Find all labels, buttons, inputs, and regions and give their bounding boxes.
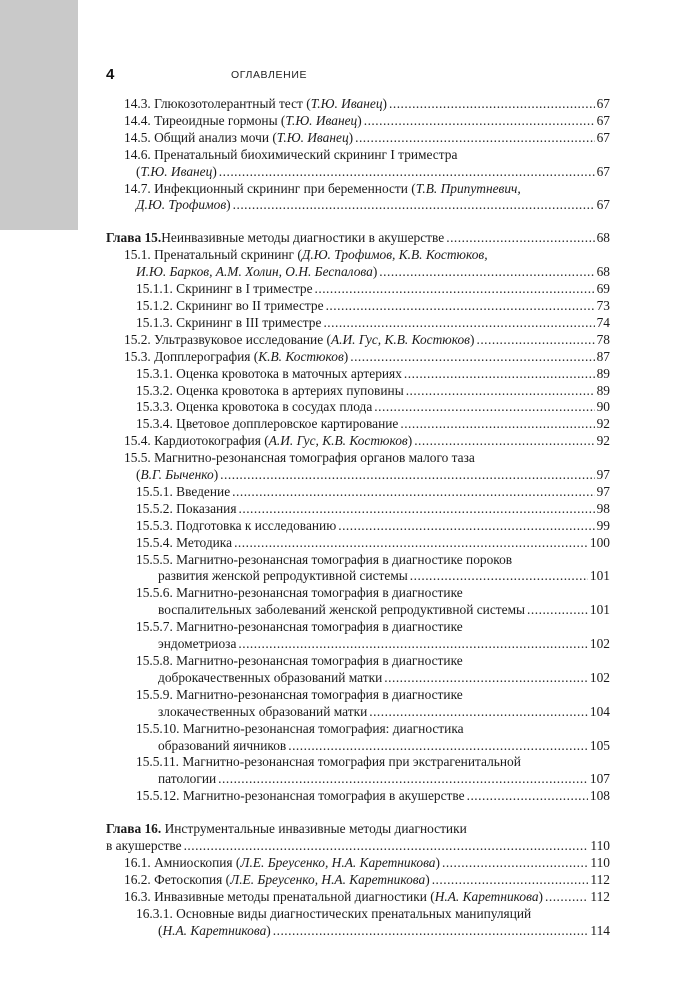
leader-dots — [379, 264, 594, 281]
toc-entry-14-6[interactable]: 14.6. Пренатальный биохимический скрининг I триместра ( Т.Ю. Иванец ) ..... 67 — [106, 147, 610, 181]
toc-entry-15-5-12[interactable]: 15.5.12. Магнитно-резонансная томография в акушерстве ..... 108 — [106, 788, 610, 805]
toc-entry-15-3[interactable]: 15.3. Допплерография ( К.В. Костюков ) ..... 87 — [106, 349, 610, 366]
toc-entry-14-4[interactable]: 14.4. Тиреоидные гормоны ( Т.Ю. Иванец ) ..... 67 — [106, 113, 610, 130]
toc-entry-15-4[interactable]: 15.4. Кардиотокография ( А.И. Гус, К.В. Костюков ) ..... 92 — [106, 433, 610, 450]
leader-dots — [384, 670, 588, 687]
toc-entry-16-3[interactable]: 16.3. Инвазивные методы пренатальной диагностики ( Н.А. Каретникова ) ..... 112 — [106, 889, 610, 906]
toc-entry-15-3-2[interactable]: 15.3.2. Оценка кровотока в артериях пуповины ..... 89 — [106, 383, 610, 400]
page-ref: 89 — [596, 382, 610, 398]
leader-dots — [545, 889, 588, 906]
leader-dots — [273, 923, 589, 940]
leader-dots — [527, 602, 588, 619]
leader-dots — [442, 855, 588, 872]
page-ref: 68 — [596, 230, 610, 246]
toc-entry-15-5-9[interactable]: 15.5.9. Магнитно-резонансная томография в диагностике злокачественных образований матки ..... 104 — [106, 687, 610, 721]
toc-entry-15-5-10[interactable]: 15.5.10. Магнитно-резонансная томография: диагностика образований яичников ..... 105 — [106, 721, 610, 755]
page-ref: 67 — [596, 197, 610, 213]
leader-dots — [315, 281, 595, 298]
page-ref: 114 — [590, 922, 610, 938]
page-ref: 68 — [596, 264, 610, 280]
page-ref: 89 — [596, 365, 610, 381]
toc-entry-15-3-1[interactable]: 15.3.1. Оценка кровотока в маточных артериях ..... 89 — [106, 366, 610, 383]
toc-entry-15-5-3[interactable]: 15.5.3. Подготовка к исследованию ..... 99 — [106, 518, 610, 535]
page-ref: 112 — [590, 871, 610, 887]
page-ref: 100 — [589, 534, 610, 550]
toc-entry-15-5-6[interactable]: 15.5.6. Магнитно-резонансная томография в диагностике воспалительных заболеваний женской репродуктивной системы ..... 101 — [106, 585, 610, 619]
toc-entry-14-7[interactable]: 14.7. Инфекционный скрининг при беременности (Т.В. Припутневич, Д.Ю. Трофимов ) ..... 67 — [106, 181, 610, 215]
page-ref: 108 — [589, 788, 610, 804]
toc-entry-15-5-2[interactable]: 15.5.2. Показания ..... 98 — [106, 501, 610, 518]
running-title: ОГЛАВЛЕНИЕ — [231, 69, 308, 81]
page-ref: 74 — [596, 314, 610, 330]
leader-dots — [414, 433, 594, 450]
leader-dots — [446, 230, 594, 247]
page-ref: 92 — [596, 433, 610, 449]
leader-dots — [364, 113, 595, 130]
page-ref: 92 — [596, 416, 610, 432]
side-margin-band — [0, 0, 78, 230]
toc-entry-15-1-2[interactable]: 15.1.2. Скрининг во II триместре ..... 73 — [106, 298, 610, 315]
page-ref: 107 — [589, 771, 610, 787]
leader-dots — [219, 164, 595, 181]
leader-dots — [233, 197, 595, 214]
leader-dots — [323, 315, 594, 332]
page-ref: 69 — [596, 281, 610, 297]
page-ref: 67 — [596, 129, 610, 145]
leader-dots — [389, 96, 595, 113]
page-ref: 102 — [589, 669, 610, 685]
leader-dots — [432, 872, 589, 889]
page-ref: 110 — [590, 854, 610, 870]
toc-entry-15-1[interactable]: 15.1. Пренатальный скрининг (Д.Ю. Трофимов, К.В. Костюков, И.Ю. Барков, А.М. Холин, О.Н. Беспалова ) ..... 68 — [106, 247, 610, 281]
toc-entry-15-2[interactable]: 15.2. Ультразвуковое исследование ( А.И. Гус, К.В. Костюков ) ..... 78 — [106, 332, 610, 349]
table-of-contents — [106, 96, 610, 940]
toc-entry-15-5-1[interactable]: 15.5.1. Введение ..... 97 — [106, 484, 610, 501]
toc-entry-16-2[interactable]: 16.2. Фетоскопия ( Л.Е. Бреусенко, Н.А. Каретникова ) ..... 112 — [106, 872, 610, 889]
page-ref: 78 — [596, 331, 610, 347]
page-ref: 90 — [596, 399, 610, 415]
page-number: 4 — [106, 66, 115, 83]
toc-chapter-15[interactable]: Глава 15. Неинвазивные методы диагностики в акушерстве ..... 68 — [106, 230, 610, 247]
toc-entry-15-3-3[interactable]: 15.3.3. Оценка кровотока в сосудах плода ..... 90 — [106, 399, 610, 416]
page-ref: 112 — [590, 888, 610, 904]
leader-dots — [239, 501, 595, 518]
leader-dots — [220, 467, 594, 484]
toc-entry-15-1-3[interactable]: 15.1.3. Скрининг в III триместре ..... 74 — [106, 315, 610, 332]
leader-dots — [406, 383, 595, 400]
page-ref: 104 — [589, 703, 610, 719]
leader-dots — [326, 298, 595, 315]
toc-entry-16-1[interactable]: 16.1. Амниоскопия ( Л.Е. Бреусенко, Н.А. Каретникова ) ..... 110 — [106, 855, 610, 872]
page-ref: 87 — [596, 348, 610, 364]
leader-dots — [355, 130, 595, 147]
toc-entry-15-5-8[interactable]: 15.5.8. Магнитно-резонансная томография в диагностике доброкачественных образований матки ..... 102 — [106, 653, 610, 687]
page-ref: 67 — [596, 96, 610, 111]
page-ref: 101 — [589, 602, 610, 618]
toc-entry-16-3-1[interactable]: 16.3.1. Основные виды диагностических пренатальных манипуляций ( Н.А. Каретникова ) ..... 114 — [106, 906, 610, 940]
leader-dots — [410, 568, 588, 585]
page-ref: 101 — [589, 568, 610, 584]
toc-entry-14-3[interactable]: 14.3. Глюкозотолерантный тест ( Т.Ю. Иванец ) ..... 67 — [106, 96, 610, 113]
leader-dots — [288, 738, 588, 755]
page-ref: 102 — [589, 636, 610, 652]
toc-entry-15-5-7[interactable]: 15.5.7. Магнитно-резонансная томография в диагностике эндометриоза ..... 102 — [106, 619, 610, 653]
toc-chapter-16[interactable]: Глава 16. Инструментальные инвазивные методы диагностики в акушерстве ..... 110 — [106, 821, 610, 855]
leader-dots — [350, 349, 594, 366]
leader-dots — [338, 518, 594, 535]
page-ref: 73 — [596, 297, 610, 313]
leader-dots — [218, 771, 588, 788]
toc-entry-15-5-11[interactable]: 15.5.11. Магнитно-резонансная томография при экстрагенитальной патологии ..... 107 — [106, 754, 610, 788]
page-ref: 110 — [590, 838, 610, 854]
leader-dots — [476, 332, 594, 349]
leader-dots — [184, 838, 589, 855]
toc-entry-15-1-1[interactable]: 15.1.1. Скрининг в I триместре ..... 69 — [106, 281, 610, 298]
leader-dots — [400, 416, 594, 433]
page-ref: 97 — [596, 467, 610, 483]
page-ref: 98 — [596, 500, 610, 516]
toc-entry-15-3-4[interactable]: 15.3.4. Цветовое допплеровское картирование ..... 92 — [106, 416, 610, 433]
leader-dots — [404, 366, 595, 383]
page-ref: 99 — [596, 517, 610, 533]
page-ref: 67 — [596, 112, 610, 128]
page-ref: 97 — [596, 483, 610, 499]
toc-entry-15-5-4[interactable]: 15.5.4. Методика ..... 100 — [106, 535, 610, 552]
leader-dots — [238, 636, 588, 653]
page-ref: 105 — [589, 737, 610, 753]
page-ref: 67 — [596, 163, 610, 179]
leader-dots — [369, 704, 588, 721]
leader-dots — [234, 535, 588, 552]
leader-dots — [467, 788, 588, 805]
leader-dots — [374, 399, 594, 416]
leader-dots — [232, 484, 594, 501]
toc-entry-15-5-5[interactable]: 15.5.5. Магнитно-резонансная томография в диагностике пороков развития женской репродуктивной системы ..... 101 — [106, 552, 610, 586]
page-header — [106, 66, 308, 84]
toc-entry-14-5[interactable]: 14.5. Общий анализ мочи ( Т.Ю. Иванец ) ..... 67 — [106, 130, 610, 147]
toc-entry-15-5[interactable]: 15.5. Магнитно-резонансная томография органов малого таза ( В.Г. Быченко ) ..... 97 — [106, 450, 610, 484]
